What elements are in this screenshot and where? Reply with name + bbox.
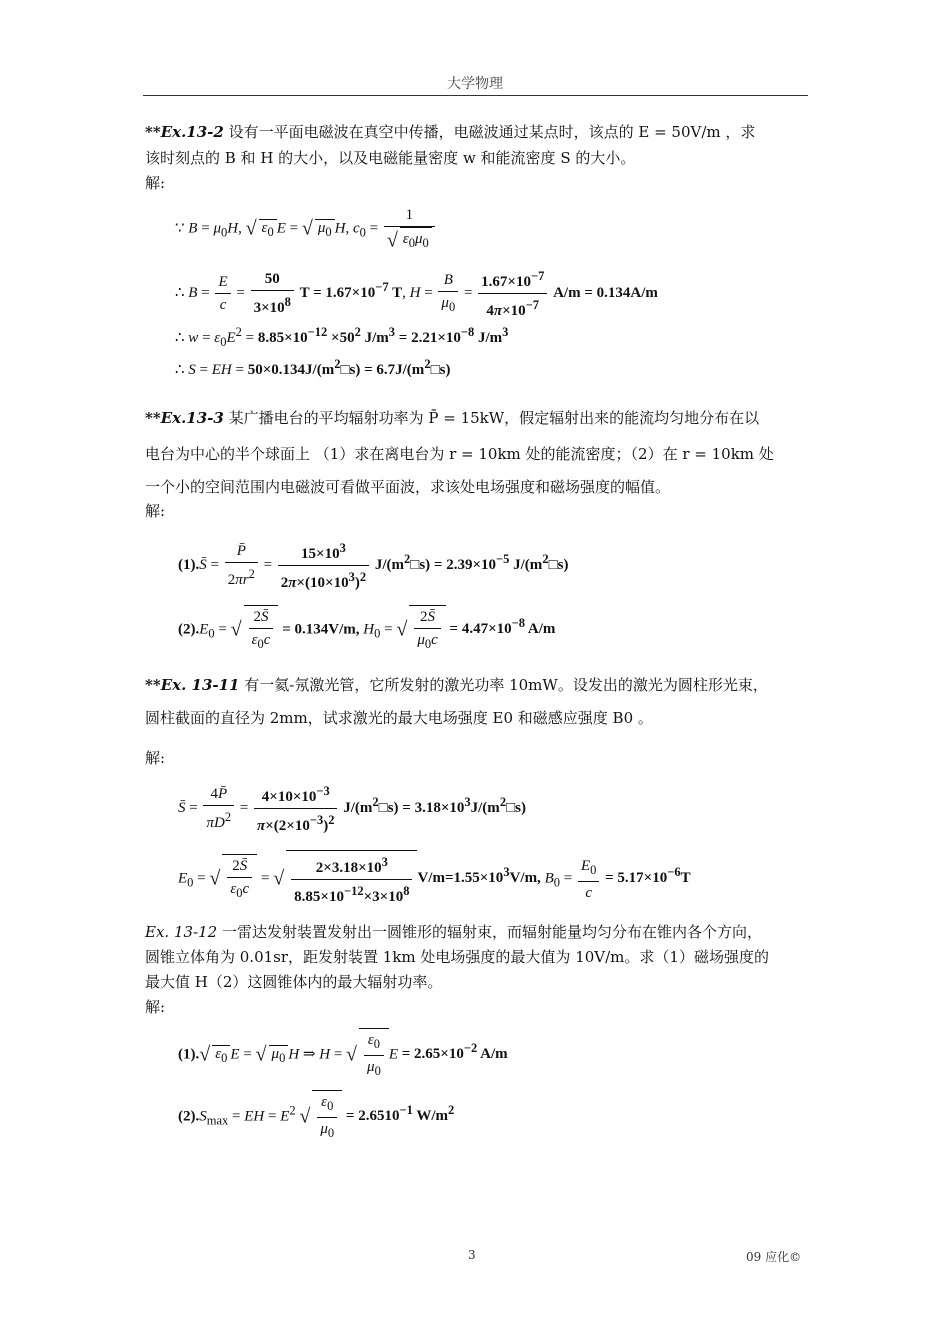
problem-text: 设有一平面电磁波在真空中传播，电磁波通过某点时，该点的 E = 50V/m ，求 bbox=[223, 123, 756, 141]
problem-label: **Ex. 13-11 bbox=[145, 676, 240, 694]
footer-class-label: 09 应化© bbox=[746, 1250, 802, 1264]
page-number: 3 bbox=[468, 1248, 476, 1262]
equation: ∵ $B = \mu_0H$, √ $\varepsilon_0$ E = √ $\mu_0$ H, $c_0$ = $\frac{1}{√ \varepsilon_0\mu_0}$ bbox=[175, 204, 437, 254]
problem-13-11-line-2: 圆柱截面的直径为 2mm，试求激光的最大电场强度 E0 和磁感应强度 B0 。 bbox=[145, 709, 653, 727]
equation: $(2).E_0$ = √ $\frac{2S̄}{\varepsilon_0c}$ = 0.134V/m, $H_0$ = √ $\frac{2S̄}{\mu_0c}$ = $4.47\times 10^{-8}$ A/m bbox=[178, 605, 555, 655]
problem-13-2-line-2: 该时刻点的 B 和 H 的大小，以及电磁能量密度 w 和能流密度 S 的大小。 bbox=[145, 149, 636, 167]
solution-label: 解: bbox=[145, 749, 166, 767]
solution-label: 解: bbox=[145, 174, 166, 192]
problem-13-3-line-3: 一个小的空间范围内电磁波可看做平面波，求该处电场强度和磁场强度的幅值。 bbox=[145, 478, 671, 496]
equation: $(2).S_{max}$ = EH = $E^2$ √ $\frac{\varepsilon_0}{\mu_0}$ = $2.6510^{-1}$ $W/m^2$ bbox=[178, 1090, 454, 1144]
equation: ∴ $w = \varepsilon_0E^2 = 8.85\times 10^{-12} \times 50^2$ $J/m^3 = 2.21\times 10^{-8}$ $J/m^3$ bbox=[175, 325, 509, 349]
problem-13-12-line-1 bbox=[145, 922, 810, 942]
problem-text: 某广播电台的平均辐射功率为 P̄ = 15kW，假定辐射出来的能流均匀地分布在以 bbox=[223, 409, 760, 427]
problem-label: **Ex.13-2 bbox=[145, 123, 224, 141]
header-rule bbox=[143, 95, 808, 96]
equation: (1).S̄ = $\frac{P̄}{2\pi r^2}$ = $\frac{15\times 10^3}{2\pi\times(10\times 10^3)^2}$ $J/(m^2□s) = 2.39\times 10^{-5}$ $J/(m^2□s)$ bbox=[178, 537, 568, 594]
equation: (1).√ $\varepsilon_0$ E = √ $\mu_0$ H ⇒ H = √ $\frac{\varepsilon_0}{\mu_0}$ $E = 2.65\times 10^{-2}$ A/m bbox=[178, 1028, 508, 1082]
problem-label: **Ex.13-3 bbox=[145, 409, 224, 427]
problem-text: 有一氦-氖激光管，它所发射的激光功率 10mW。设发出的激光为圆柱形光束， bbox=[239, 676, 768, 694]
solution-label: 解: bbox=[145, 502, 166, 520]
equation: S̄ = $\frac{4P̄}{\pi D^2}$ = $\frac{4\times 10\times 10^{-3}}{\pi\times(2\times 10^{-3})^2}$ $J/(m^2□s)$ = $3.18\times 10^3J/(m^2□s)$ bbox=[178, 780, 526, 837]
problem-13-2-line-1 bbox=[145, 122, 810, 142]
problem-13-3-line-2: 电台为中心的半个球面上 （1）求在离电台为 r = 10km 处的能流密度；（2）在 r = 10km 处 bbox=[145, 445, 774, 463]
problem-13-12-line-3: 最大值 H（2）这圆锥体内的最大辐射功率。 bbox=[145, 973, 443, 991]
page-header-title: 大学物理 bbox=[447, 76, 503, 92]
problem-label: Ex. 13-12 bbox=[145, 923, 218, 941]
problem-13-12-line-2: 圆锥立体角为 0.01sr，距发射装置 1km 处电场强度的最大值为 10V/m。求（1）磁场强度的 bbox=[145, 948, 769, 966]
equation: ∴ B = $\frac{E}{c}$ = $\frac{50}{3\times 10^8}$ $T = 1.67\times 10^{-7}$ T, H = $\frac{B}{\mu_0}$ = $\frac{1.67\times 10^{-7}}{4\pi\times 10^{-7}}$ A/m = 0.134A/m bbox=[175, 265, 658, 322]
equation: ∴ S = EH = $50\times 0.134J/(m^2□s)$ = $6.7J/(m^2□s)$ bbox=[175, 357, 451, 378]
problem-13-11-line-1 bbox=[145, 675, 810, 695]
equation: $E_0$ = √ $\frac{2S̄}{\varepsilon_0c}$ = √ $\frac{2\times 3.18\times 10^3}{8.85\times 10^{-12}\times 3\times 10^8}$ $V/m=1.55\times 10^3V/m$, $B_0$ = $\frac{E_0}{c}$ = $5.17\times 10^{-6}T$ bbox=[178, 850, 691, 908]
solution-label: 解: bbox=[145, 998, 166, 1016]
problem-13-3-line-1 bbox=[145, 408, 810, 428]
problem-text: 一雷达发射装置发射出一圆锥形的辐射束，而辐射能量均匀分布在锥内各个方向， bbox=[217, 923, 762, 941]
